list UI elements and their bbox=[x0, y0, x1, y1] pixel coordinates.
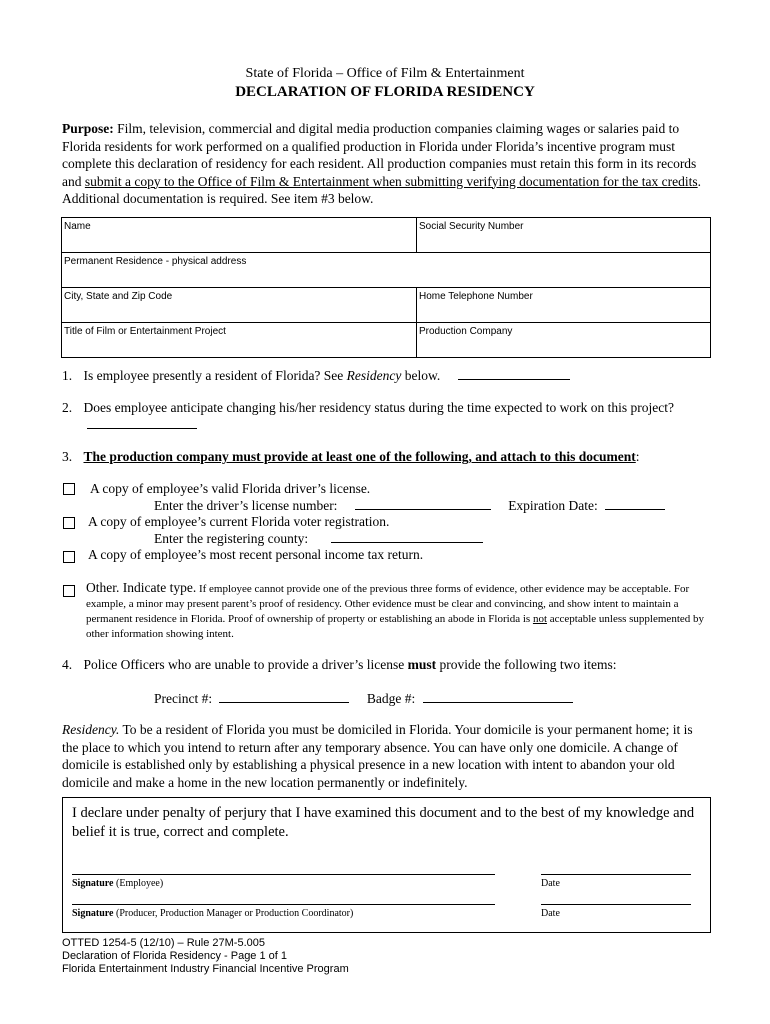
sig1-label: Signature bbox=[72, 878, 114, 889]
phone-field[interactable] bbox=[417, 288, 711, 323]
other-note-2: acceptable unless supplemented by other information showing intent. bbox=[86, 613, 705, 640]
producer-date-line[interactable] bbox=[541, 903, 691, 905]
city-field[interactable] bbox=[62, 288, 417, 323]
footer-form-number: OTTED 1254-5 (12/10) – Rule 27M-5.005 bbox=[62, 937, 265, 949]
purpose-text-1: Film, television, commercial and digital media production companies claiming wages or salaries paid to Florida residents for work performed on a qualified production in Florida under Florida’s incentive program must complete this declaration of residency for each resident. All production companies must retain this form in its records and bbox=[62, 121, 697, 189]
badge-line[interactable] bbox=[423, 690, 573, 703]
producer-signature-caption bbox=[72, 908, 353, 919]
other-checkbox[interactable] bbox=[63, 585, 75, 597]
office-heading: State of Florida – Office of Film & Entertainment bbox=[245, 66, 525, 81]
employee-signature-line[interactable] bbox=[72, 873, 495, 875]
precinct-line[interactable] bbox=[219, 690, 349, 703]
residency-label: Residency. bbox=[62, 722, 120, 737]
employee-signature-caption bbox=[72, 878, 163, 889]
form-footer bbox=[62, 937, 349, 976]
q1-text-b: below. bbox=[401, 368, 441, 383]
q1-number: 1. bbox=[62, 368, 73, 383]
declaration-box bbox=[62, 797, 711, 933]
license-number-row bbox=[154, 497, 665, 514]
name-field[interactable] bbox=[62, 218, 417, 253]
purpose-label: Purpose: bbox=[62, 121, 114, 136]
precinct-badge-row bbox=[154, 690, 573, 707]
residency-paragraph bbox=[62, 721, 712, 791]
other-note-1: If employee cannot provide one of the previous three forms of evidence, other evidence may be acceptable. For example, a minor may present parent’s proof of residency. Other evidence must be clear and convincing, and show intent to maintain a permanent residence in Florida. Proof of ownership of property or establishing an abode in Florida is bbox=[86, 583, 690, 625]
company-field[interactable] bbox=[417, 323, 711, 358]
q4-text-a: Police Officers who are unable to provide a driver’s license bbox=[83, 657, 408, 672]
ssn-field[interactable] bbox=[417, 218, 711, 253]
sig2-label: Signature bbox=[72, 908, 114, 919]
voter-option: A copy of employee’s current Florida voter registration. bbox=[88, 514, 390, 529]
residence-field[interactable] bbox=[62, 253, 711, 288]
residence-label: Permanent Residence - physical address bbox=[64, 256, 247, 267]
q4-text-b: provide the following two items: bbox=[436, 657, 617, 672]
tax-return-checkbox[interactable] bbox=[63, 551, 75, 563]
q2-number: 2. bbox=[62, 400, 73, 415]
other-note-not: not bbox=[532, 613, 547, 625]
company-label: Production Company bbox=[419, 326, 513, 337]
employee-info-table bbox=[61, 217, 711, 358]
project-field[interactable] bbox=[62, 323, 417, 358]
purpose-underlined-text: submit a copy to the Office of Film & Entertainment when submitting verifying documentation for the tax credits bbox=[84, 173, 698, 189]
expiration-label: Expiration Date: bbox=[508, 498, 598, 513]
tax-return-option: A copy of employee’s most recent personal income tax return. bbox=[88, 547, 424, 562]
badge-label: Badge #: bbox=[366, 691, 416, 706]
county-label: Enter the registering county: bbox=[154, 531, 309, 546]
sig1-role: (Employee) bbox=[116, 878, 164, 889]
q4-text-bold: must bbox=[407, 657, 437, 672]
q3-number: 3. bbox=[62, 449, 73, 464]
date2-label: Date bbox=[541, 908, 560, 919]
other-option bbox=[86, 580, 716, 642]
q3-colon: : bbox=[635, 449, 640, 464]
declaration-text: I declare under penalty of perjury that I have examined this document and to the best of my knowledge and belief it is true, correct and complete. bbox=[72, 805, 695, 840]
sig2-role: (Producer, Production Manager or Production Coordinator) bbox=[116, 908, 354, 919]
question-3 bbox=[62, 449, 640, 465]
footer-program: Florida Entertainment Industry Financial Incentive Program bbox=[62, 963, 349, 975]
name-label: Name bbox=[64, 221, 91, 232]
producer-signature-line[interactable] bbox=[72, 903, 495, 905]
q1-text-italic: Residency bbox=[346, 368, 402, 383]
precinct-label: Precinct #: bbox=[154, 691, 213, 706]
q2-answer-line[interactable] bbox=[87, 416, 197, 429]
date1-label: Date bbox=[541, 878, 560, 889]
phone-label: Home Telephone Number bbox=[419, 291, 533, 302]
q1-text-a: Is employee presently a resident of Florida? See bbox=[83, 368, 347, 383]
voter-checkbox[interactable] bbox=[63, 517, 75, 529]
q2-text: Does employee anticipate changing his/her residency status during the time expected to work on this project? bbox=[83, 400, 674, 415]
city-label: City, State and Zip Code bbox=[64, 291, 173, 302]
county-row bbox=[154, 530, 483, 547]
question-2 bbox=[62, 400, 722, 416]
question-1 bbox=[62, 367, 570, 384]
ssn-label: Social Security Number bbox=[419, 221, 524, 232]
expiration-line[interactable] bbox=[605, 497, 665, 510]
q1-answer-line[interactable] bbox=[458, 367, 570, 380]
footer-page: Declaration of Florida Residency - Page 1 of 1 bbox=[62, 950, 288, 962]
purpose-text-2: . Additional documentation is required. See item #3 below. bbox=[62, 173, 701, 206]
residency-text: To be a resident of Florida you must be domiciled in Florida. Your domicile is your permanent home; it is the place to which you intend to return after any temporary absence. You can have only one domicile. A change of domicile is established only by establishing a physical presence in a new location with intent to abandon your old domicile and make a home in the new location permanently or indefinitely. bbox=[62, 722, 693, 790]
page-title: DECLARATION OF FLORIDA RESIDENCY bbox=[235, 84, 535, 100]
other-option-label: Other. Indicate type. bbox=[86, 580, 197, 595]
purpose-paragraph bbox=[62, 120, 712, 208]
question-4 bbox=[62, 657, 617, 673]
employee-date-line[interactable] bbox=[541, 873, 691, 875]
license-number-line[interactable] bbox=[355, 497, 491, 510]
license-checkbox[interactable] bbox=[63, 483, 75, 495]
license-option: A copy of employee’s valid Florida driver’s license. bbox=[90, 481, 371, 496]
county-line[interactable] bbox=[331, 530, 483, 543]
q4-number: 4. bbox=[62, 657, 73, 672]
q3-heading: The production company must provide at least one of the following, and attach to this document bbox=[83, 449, 636, 464]
project-label: Title of Film or Entertainment Project bbox=[64, 326, 226, 337]
license-number-label: Enter the driver’s license number: bbox=[154, 498, 338, 513]
